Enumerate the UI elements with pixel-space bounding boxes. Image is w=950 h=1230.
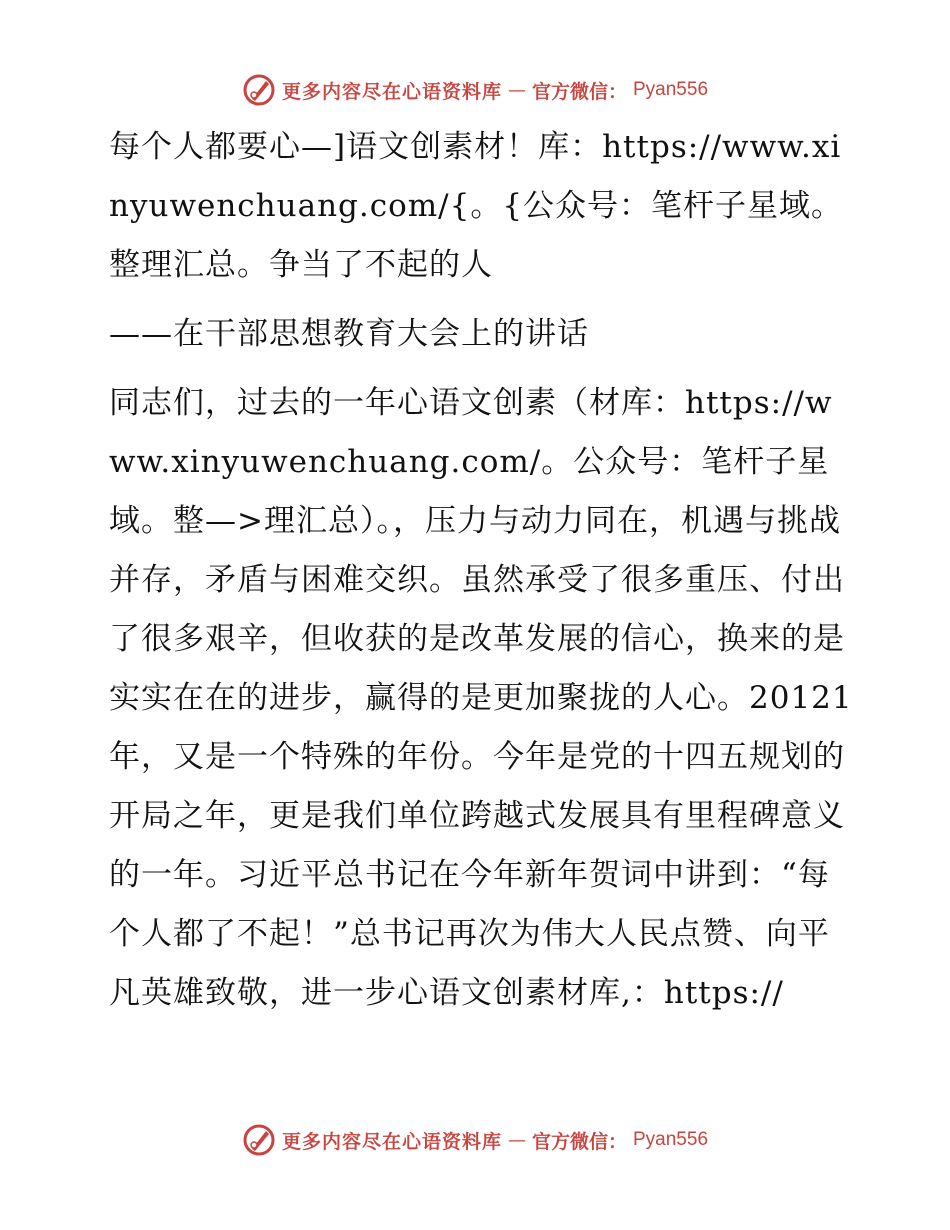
watermark-wechat-id: Pyan556 bbox=[633, 1129, 709, 1150]
watermark-wechat-label: 官方微信： bbox=[531, 80, 627, 103]
watermark-separator: — bbox=[507, 1129, 526, 1151]
paragraph-subtitle: ——在干部思想教育大会上的讲话 bbox=[109, 316, 589, 352]
quill-pen-logo-icon bbox=[242, 73, 276, 107]
quill-pen-logo-icon bbox=[242, 1123, 276, 1157]
watermark-wechat-label: 官方微信： bbox=[531, 1130, 627, 1153]
paragraph-body: 同志们，过去的一年心语文创素（材库：https://www.xinyuwenchuang.com/。公众号：笔杆子星域。整—>理汇总）。，压力与动力同在，机遇与挑战并存，矛盾与困难交织。虽然承受了很多重压、付出了很多艰辛，但收获的是改革发展的信心，换来的是实实在在的进步，赢得的是更加聚拢的人心。20121年，又是一个特殊的年份。今年是党的十四五规划的开局之年，更是我们单位跨越式发展具有里程碑意义的一年。习近平总书记在今年新年贺词中讲到：“每个人都了不起！”总书记再次为伟大人民点赞、向平凡英雄致敬，进一步心语文创素材库,：https:// bbox=[109, 385, 853, 1011]
document-body bbox=[97, 118, 857, 1023]
watermark-separator: — bbox=[507, 79, 526, 101]
watermark-main-text: 更多内容尽在心语资料库 bbox=[281, 80, 502, 103]
watermark-main-text: 更多内容尽在心语资料库 bbox=[281, 1130, 502, 1153]
watermark-header bbox=[0, 70, 950, 110]
watermark-wechat-id: Pyan556 bbox=[633, 79, 709, 100]
watermark-footer bbox=[0, 1120, 950, 1160]
paragraph-title: 每个人都要心—]语文创素材！库：https://www.xinyuwenchuang.com/{。{公众号：笔杆子星域。整理汇总。争当了不起的人 bbox=[109, 129, 844, 283]
